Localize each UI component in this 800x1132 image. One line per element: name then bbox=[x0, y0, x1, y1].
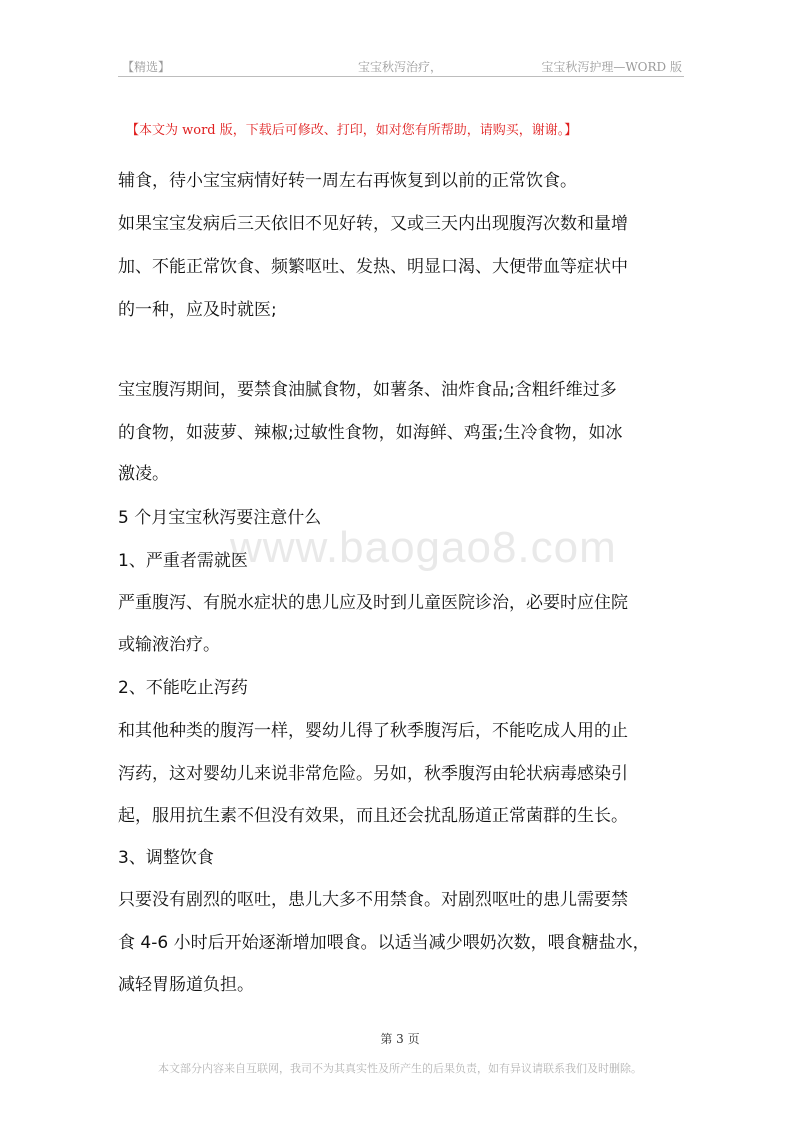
body-line: 减轻胃肠道负担。 bbox=[118, 975, 254, 995]
body-line: 或输液治疗。 bbox=[118, 635, 220, 655]
header-center-title: 宝宝秋泻治疗， bbox=[358, 60, 443, 74]
section-heading-2: 2、不能吃止泻药 bbox=[118, 678, 248, 698]
header-left-label: 【精选】 bbox=[122, 60, 171, 74]
body-line: 泻药，这对婴幼儿来说非常危险。另如，秋季腹泻由轮状病毒感染引 bbox=[118, 764, 628, 784]
body-line: 起，服用抗生素不但没有效果，而且还会扰乱肠道正常菌群的生长。 bbox=[118, 806, 628, 826]
header-right-title: 宝宝秋泻护理—WORD 版 bbox=[541, 60, 682, 74]
page-header bbox=[118, 54, 684, 77]
body-line: 激凌。 bbox=[118, 464, 169, 484]
section-title: 5 个月宝宝秋泻要注意什么 bbox=[118, 508, 322, 528]
body-line: 和其他种类的腹泻一样，婴幼儿得了秋季腹泻后，不能吃成人用的止 bbox=[118, 721, 628, 741]
section-heading-1: 1、严重者需就医 bbox=[118, 551, 248, 571]
body-line: 只要没有剧烈的呕吐，患儿大多不用禁食。对剧烈呕吐的患儿需要禁 bbox=[118, 890, 628, 910]
body-line: 的食物，如菠萝、辣椒;过敏性食物，如海鲜、鸡蛋;生冷食物，如冰 bbox=[118, 423, 623, 443]
body-line: 的一种，应及时就医; bbox=[118, 300, 277, 320]
page-number: 第 3 页 bbox=[380, 1032, 420, 1046]
body-line: 宝宝腹泻期间，要禁食油腻食物，如薯条、油炸食品;含粗纤维过多 bbox=[118, 380, 617, 400]
body-line: 加、不能正常饮食、频繁呕吐、发热、明显口渴、大便带血等症状中 bbox=[118, 257, 628, 277]
page-footer-disclaimer: 本文部分内容来自互联网，我司不为其真实性及所产生的后果负责，如有异议请联系我们及时删除。 bbox=[158, 1062, 642, 1075]
purchase-notice: 【本文为 word 版，下载后可修改、打印，如对您有所帮助，请购买，谢谢。】 bbox=[126, 123, 578, 138]
body-line: 辅食，待小宝宝病情好转一周左右再恢复到以前的正常饮食。 bbox=[118, 171, 577, 191]
section-heading-3: 3、调整饮食 bbox=[118, 848, 214, 868]
watermark: www.baogao8.com bbox=[230, 523, 617, 572]
body-line: 如果宝宝发病后三天依旧不见好转，又或三天内出现腹泻次数和量增 bbox=[118, 214, 628, 234]
body-line: 食 4-6 小时后开始逐渐增加喂食。以适当减少喂奶次数，喂食糖盐水， bbox=[118, 933, 650, 953]
body-line: 严重腹泻、有脱水症状的患儿应及时到儿童医院诊治，必要时应住院 bbox=[118, 593, 628, 613]
